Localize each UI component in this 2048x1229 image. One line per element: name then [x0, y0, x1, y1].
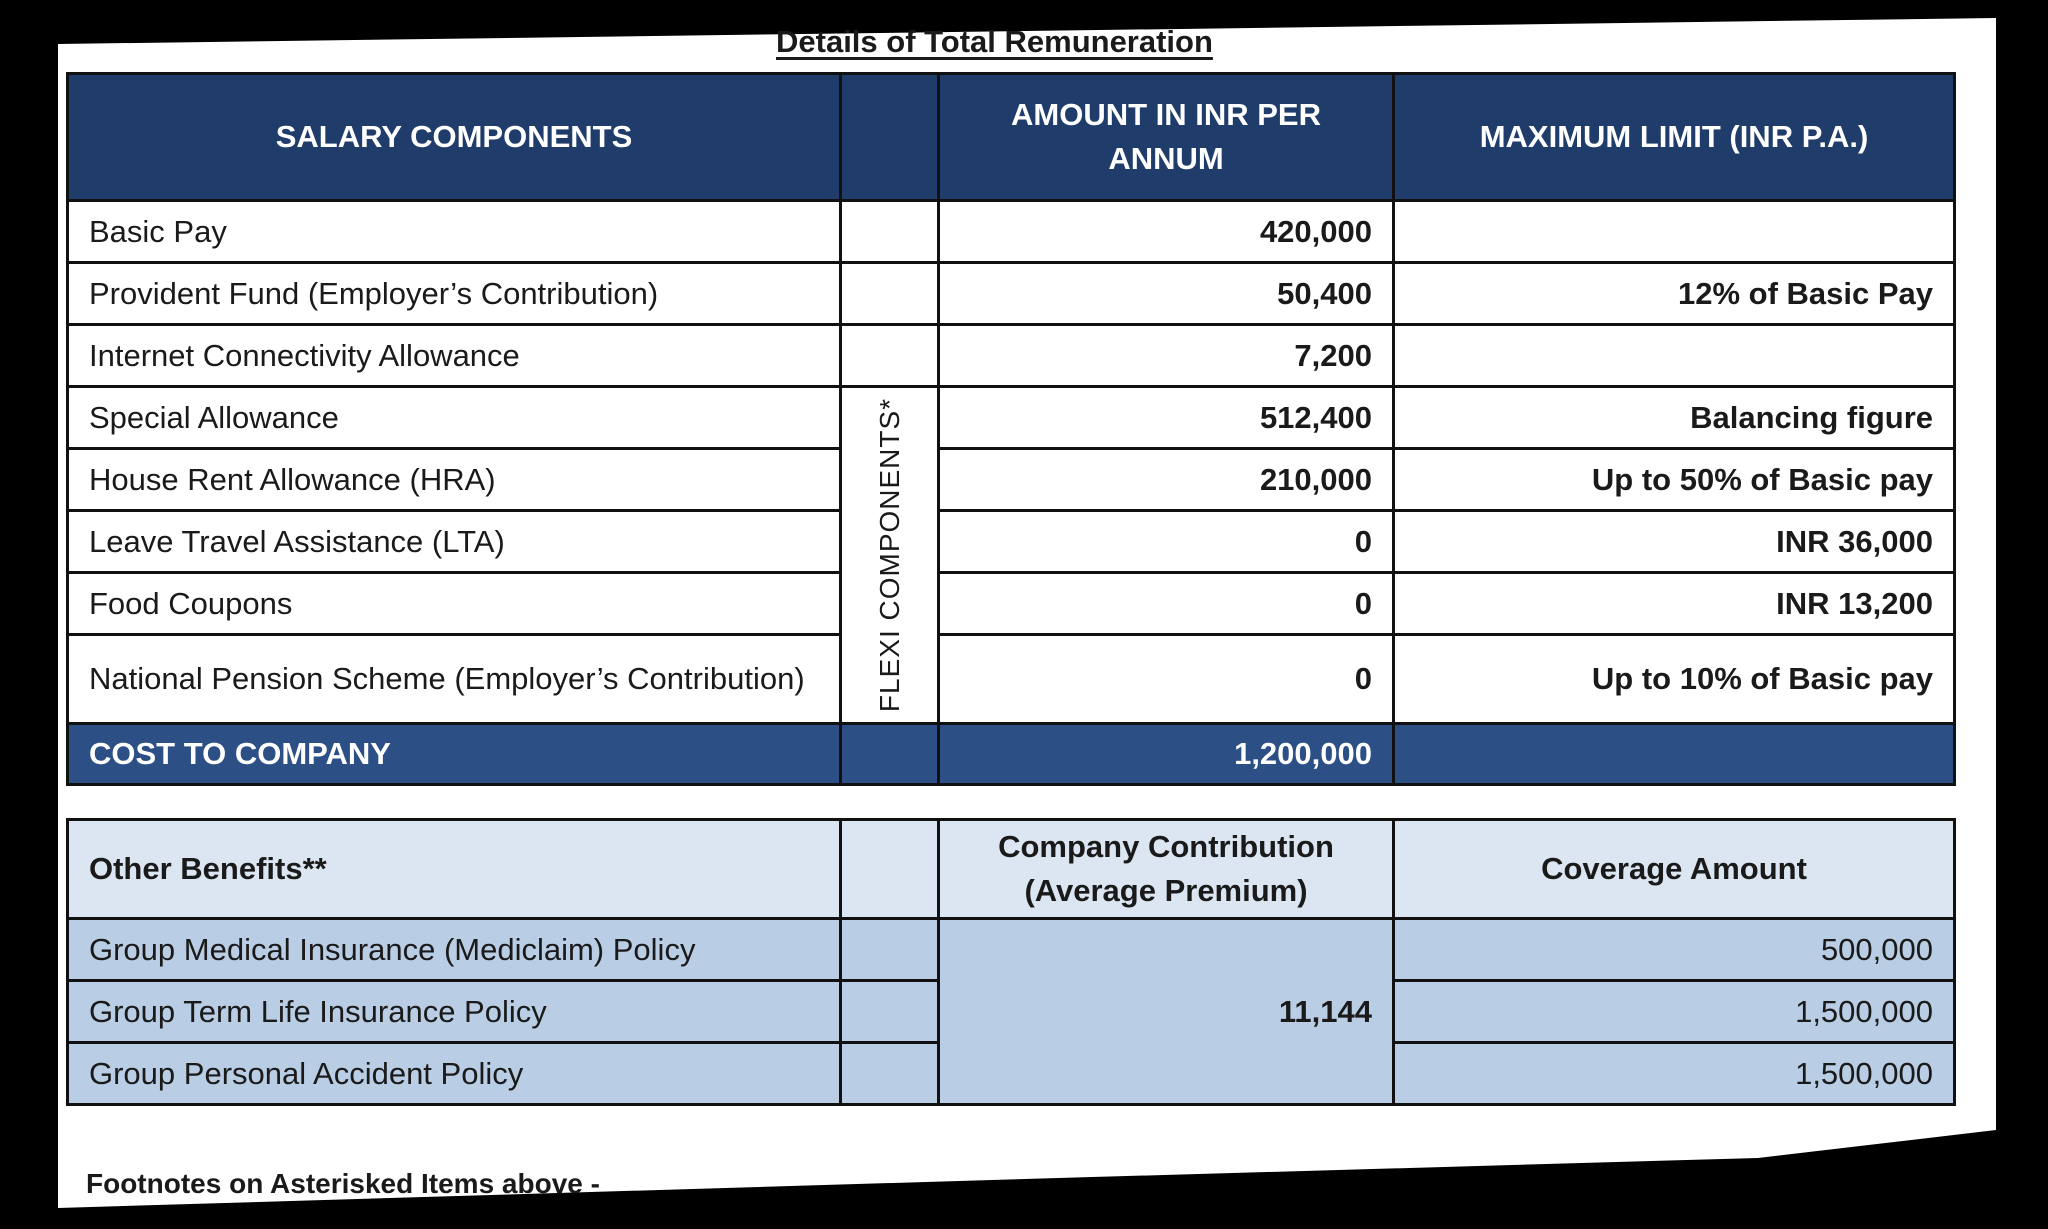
component-limit: 12% of Basic Pay	[1394, 263, 1955, 325]
component-name: Special Allowance	[68, 387, 841, 449]
table-row	[68, 919, 1955, 981]
benefit-spacer-cell	[841, 919, 939, 981]
component-name: Leave Travel Assistance (LTA)	[68, 511, 841, 573]
component-amount: 210,000	[939, 449, 1394, 511]
header-company-contribution: Company Contribution (Average Premium)	[939, 820, 1394, 919]
component-limit: Balancing figure	[1394, 387, 1955, 449]
component-amount: 512,400	[939, 387, 1394, 449]
component-amount: 0	[939, 511, 1394, 573]
component-limit	[1394, 201, 1955, 263]
flexi-spacer-cell	[841, 201, 939, 263]
table-row	[68, 635, 1955, 724]
header-coverage-amount: Coverage Amount	[1394, 820, 1955, 919]
coverage-amount: 500,000	[1394, 919, 1955, 981]
flexi-spacer-cell	[841, 325, 939, 387]
header-flexi-spacer	[841, 74, 939, 201]
cost-to-company-amount: 1,200,000	[939, 724, 1394, 785]
table-row	[68, 263, 1955, 325]
header-spacer	[841, 820, 939, 919]
benefit-spacer-cell	[841, 1043, 939, 1105]
component-name: Provident Fund (Employer’s Contribution)	[68, 263, 841, 325]
cost-to-company-label: COST TO COMPANY	[68, 724, 841, 785]
header-other-benefits: Other Benefits**	[68, 820, 841, 919]
component-amount: 50,400	[939, 263, 1394, 325]
benefit-spacer-cell	[841, 981, 939, 1043]
component-name: Food Coupons	[68, 573, 841, 635]
coverage-amount: 1,500,000	[1394, 1043, 1955, 1105]
component-name: Basic Pay	[68, 201, 841, 263]
benefit-name: Group Term Life Insurance Policy	[68, 981, 841, 1043]
flexi-spacer-cell	[841, 263, 939, 325]
table-row	[68, 573, 1955, 635]
component-limit	[1394, 325, 1955, 387]
component-amount: 0	[939, 573, 1394, 635]
document-title: Details of Total Remuneration	[776, 24, 1213, 59]
header-amount: AMOUNT IN INR PER ANNUM	[939, 74, 1394, 201]
header-salary-components: SALARY COMPONENTS	[68, 74, 841, 201]
table-row	[68, 325, 1955, 387]
salary-table	[66, 72, 1956, 786]
component-name: Internet Connectivity Allowance	[68, 325, 841, 387]
benefit-name: Group Medical Insurance (Mediclaim) Policy	[68, 919, 841, 981]
company-contribution-value: 11,144	[939, 919, 1394, 1105]
table-row	[68, 387, 1955, 449]
component-amount: 0	[939, 635, 1394, 724]
coverage-amount: 1,500,000	[1394, 981, 1955, 1043]
benefits-table-header	[68, 820, 1955, 919]
component-limit: INR 36,000	[1394, 511, 1955, 573]
component-limit: INR 13,200	[1394, 573, 1955, 635]
table-row	[68, 201, 1955, 263]
table-row	[68, 511, 1955, 573]
component-limit: Up to 10% of Basic pay	[1394, 635, 1955, 724]
component-name: House Rent Allowance (HRA)	[68, 449, 841, 511]
table-row	[68, 449, 1955, 511]
flexi-components-label: FLEXI COMPONENTS*	[873, 397, 905, 713]
cost-to-company-row	[68, 724, 1955, 785]
flexi-components-cell	[841, 387, 939, 724]
component-name: National Pension Scheme (Employer’s Contribution)	[68, 635, 841, 724]
component-amount: 7,200	[939, 325, 1394, 387]
benefit-name: Group Personal Accident Policy	[68, 1043, 841, 1105]
footnote-heading: Footnotes on Asterisked Items above -	[86, 1168, 600, 1199]
ctc-limit-cell	[1394, 724, 1955, 785]
benefits-table	[66, 818, 1956, 1106]
salary-table-header	[68, 74, 1955, 201]
header-maximum-limit: MAXIMUM LIMIT (INR P.A.)	[1394, 74, 1955, 201]
component-limit: Up to 50% of Basic pay	[1394, 449, 1955, 511]
ctc-spacer-cell	[841, 724, 939, 785]
component-amount: 420,000	[939, 201, 1394, 263]
